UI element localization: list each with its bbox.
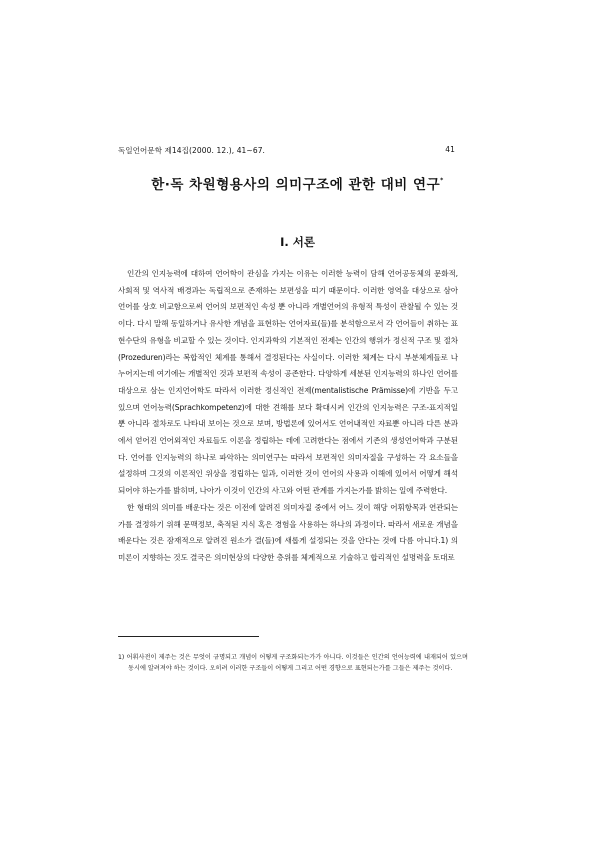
running-header xyxy=(118,145,455,157)
footnote-text: 어휘사전이 제주는 것은 무엇이 규명되고 개념이 어떻게 구조화되는가가 아니다. 이것들은 인간의 언어능력에 내재되어 있으며 동시에 알려져야 하는 것이다. 오히려 이러한 구조들이 어떻게 그리고 어떤 경향으로 표현되는가를 그들은 제주는 것이다. xyxy=(126,654,469,673)
page-number: 41 xyxy=(445,145,455,154)
footnote-number: 1) xyxy=(118,654,125,661)
paragraph-2: 한 형태의 의미를 배운다는 것은 이전에 알려진 의미자질 중에서 어느 것이 해당 어휘항목과 연관되는가를 결정하기 위해 문맥정보, 축적된 지식 혹은 경험을 사용하는 하나의 과정이다. 따라서 새로운 개념을 배운다는 것은 잠재적으로 알려진 원소가 결(들)에 새롭게 설정되는 것을 안다는 것에 다름 아니다.1) 의미론이 지향하는 것도 결국은 의미현상의 다양한 층위를 체계적으로 기술하고 합리적인 설명력을 토대로 xyxy=(118,502,458,562)
journal-citation: 독일언어문학 제14집(2000. 12.), 41~67. xyxy=(118,146,266,155)
footnote xyxy=(118,652,468,675)
paragraph-1: 인간의 인지능력에 대하여 언어학이 관심을 가지는 이유는 이러한 능력이 담해 언어공동체의 문화적, 사회적 및 역사적 배경과는 독립적으로 존재하는 보편성을 띠기 때문이다. 이러한 영역을 대상으로 삼아 언어를 상호 비교함으로써 언어의 보편적인 속성 뿐 아니라 개별언어의 유형적 특성이 관찰될 수 있는 것이다. 다시 말해 동일하거나 유사한 개념을 표현하는 언어자료(들)를 분석함으로서 각 언어들이 취하는 표현수단의 유형을 비교할 수 있는 것이다. 인지과학의 기본적인 전제는 인간의 행위가 정신적 구조 및 절차(Prozeduren)라는 복합적인 체계를 통해서 결정된다는 사실이다. 이러한 체계는 다시 부분체계들로 나누어지는데 여기에는 개별적인 것과 보편적 속성이 공존한다. 다양하게 세분된 인지능력의 하나인 언어를 대상으로 삼는 인지언어학도 따라서 이러한 정신적인 전제(mentalistische Prämisse)에 기반을 두고 있으며 언어능력(Sprachkompetenz)에 대한 견해를 보다 확대시켜 인간의 인지능력은 구조-표지적일 뿐 아니라 절차로도 나타내 보이는 것으로 보며, 방법론에 있어서도 언어내적인 자료뿐 아니라 다른 분과에서 얻어진 언어외적인 자료들도 이론을 정립하는 데에 고려한다는 점에서 기존의 생성언어학과 구분된다. 언어를 인지능력의 하나로 파악하는 의미연구는 따라서 보편적인 의미자질을 구성하는 각 요소들을 설정하며 그것의 이론적인 위상을 정립하는 일과, 이러한 것이 언어의 사용과 이해에 있어서 어떻게 해석되어야 하는가를 밝히며, 나아가 이것이 인간의 사고와 어떤 관계를 가지는가를 밝히는 일에 주력한다. xyxy=(118,269,458,496)
body-text xyxy=(118,266,458,567)
title-footnote-marker: * xyxy=(440,177,444,184)
footnote-divider xyxy=(118,636,259,637)
section-heading: I. 서론 xyxy=(280,235,315,249)
article-title xyxy=(0,173,595,193)
article-title-text: 한·독 차원형용사의 의미구조에 관한 대비 연구 xyxy=(151,177,441,193)
